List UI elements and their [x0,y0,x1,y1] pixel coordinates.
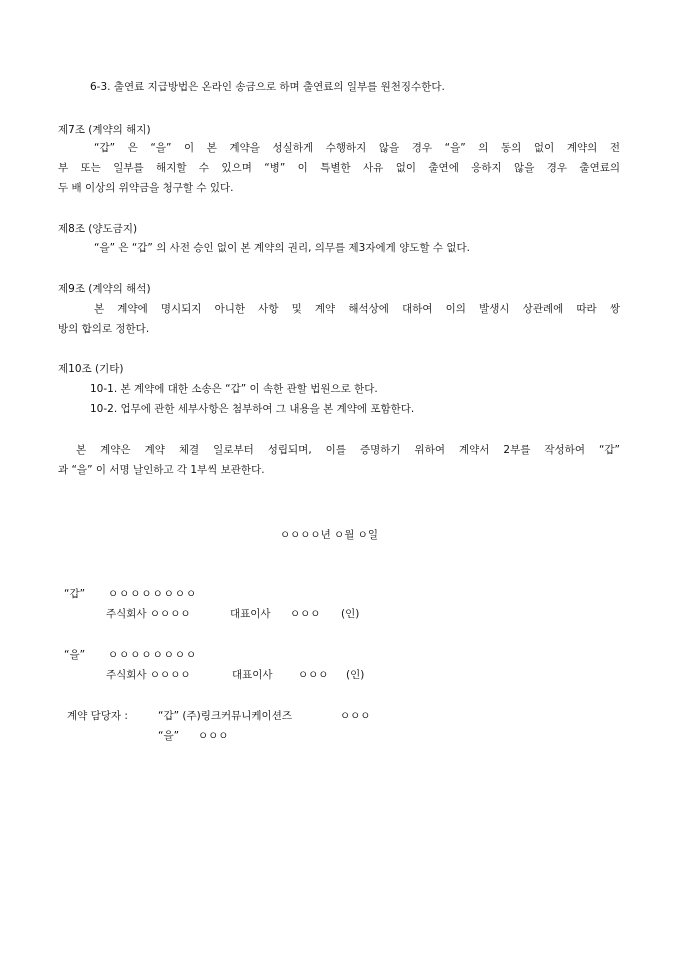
party-a-address: ㅇㅇㅇㅇㅇㅇㅇㅇ [108,588,198,600]
clause-6-3: 6-3. 출연료 지급방법은 온라인 송금으로 하며 출연료의 일부를 원천징수한다. [90,81,445,93]
party-a-company: 주식회사 ㅇㅇㅇㅇ [106,608,191,620]
party-b-ceo-name: ㅇㅇㅇ [298,669,329,681]
contact-party-b-label: “을” [158,730,180,742]
clause-7-line-2: 부 또는 일부를 해지할 수 있으며 “병” 이 특별한 사유 없이 출연에 응하지 않을 경우 출연료의 [58,162,620,174]
clause-7-heading: 제7조 (계약의 해지) [58,124,151,136]
party-b-seal: (인) [346,669,365,681]
clause-8-line-1: “을” 은 “갑” 의 사전 승인 없이 본 계약의 권리, 의무를 제3자에게 양도할 수 없다. [94,242,470,254]
clause-9-heading: 제9조 (계약의 해석) [58,283,151,295]
party-b-company: 주식회사 ㅇㅇㅇㅇ [106,669,191,681]
party-a-label: “갑” [64,588,86,600]
contact-party-a-name: ㅇㅇㅇ [340,710,371,722]
contact-label: 계약 담당자 : [67,710,128,722]
party-b-address: ㅇㅇㅇㅇㅇㅇㅇㅇ [108,649,198,661]
clause-7-line-1: “갑” 은 “을” 이 본 계약을 성실하게 수행하지 않을 경우 “을” 의 동의 없이 계약의 전 [94,142,620,154]
contact-party-a: “갑” (주)링크커뮤니케이션즈 [158,710,292,722]
party-b-ceo-title: 대표이사 [232,669,273,681]
clause-10-1: 10-1. 본 계약에 대한 소송은 “갑” 이 속한 관할 법원으로 한다. [90,383,378,395]
clause-9-line-1: 본 계약에 명시되지 아니한 사항 및 계약 해석상에 대하여 이의 발생시 상관례에 따라 쌍 [94,303,620,315]
contact-party-b-name: ㅇㅇㅇ [198,730,229,742]
clause-10-2: 10-2. 업무에 관한 세부사항은 첨부하여 그 내용을 본 계약에 포함한다. [90,403,415,415]
party-a-ceo-name: ㅇㅇㅇ [290,608,321,620]
clause-10-heading: 제10조 (기타) [58,363,124,375]
party-a-seal: (인) [341,608,360,620]
party-a-ceo-title: 대표이사 [230,608,271,620]
party-b-label: “을” [64,649,86,661]
clause-8-heading: 제8조 (양도금지) [58,223,138,235]
clause-7-line-3: 두 배 이상의 위약금을 청구할 수 있다. [58,182,234,194]
clause-9-line-2: 방의 합의로 정한다. [58,323,150,335]
contract-date: ㅇㅇㅇㅇ년 ㅇ월 ㅇ일 [280,529,378,541]
closing-line-1: 본 계약은 계약 체결 일로부터 성립되며, 이를 증명하기 위하여 계약서 2부를 작성하여 “갑” [76,444,620,456]
closing-line-2: 과 “을” 이 서명 날인하고 각 1부씩 보관한다. [58,464,265,476]
